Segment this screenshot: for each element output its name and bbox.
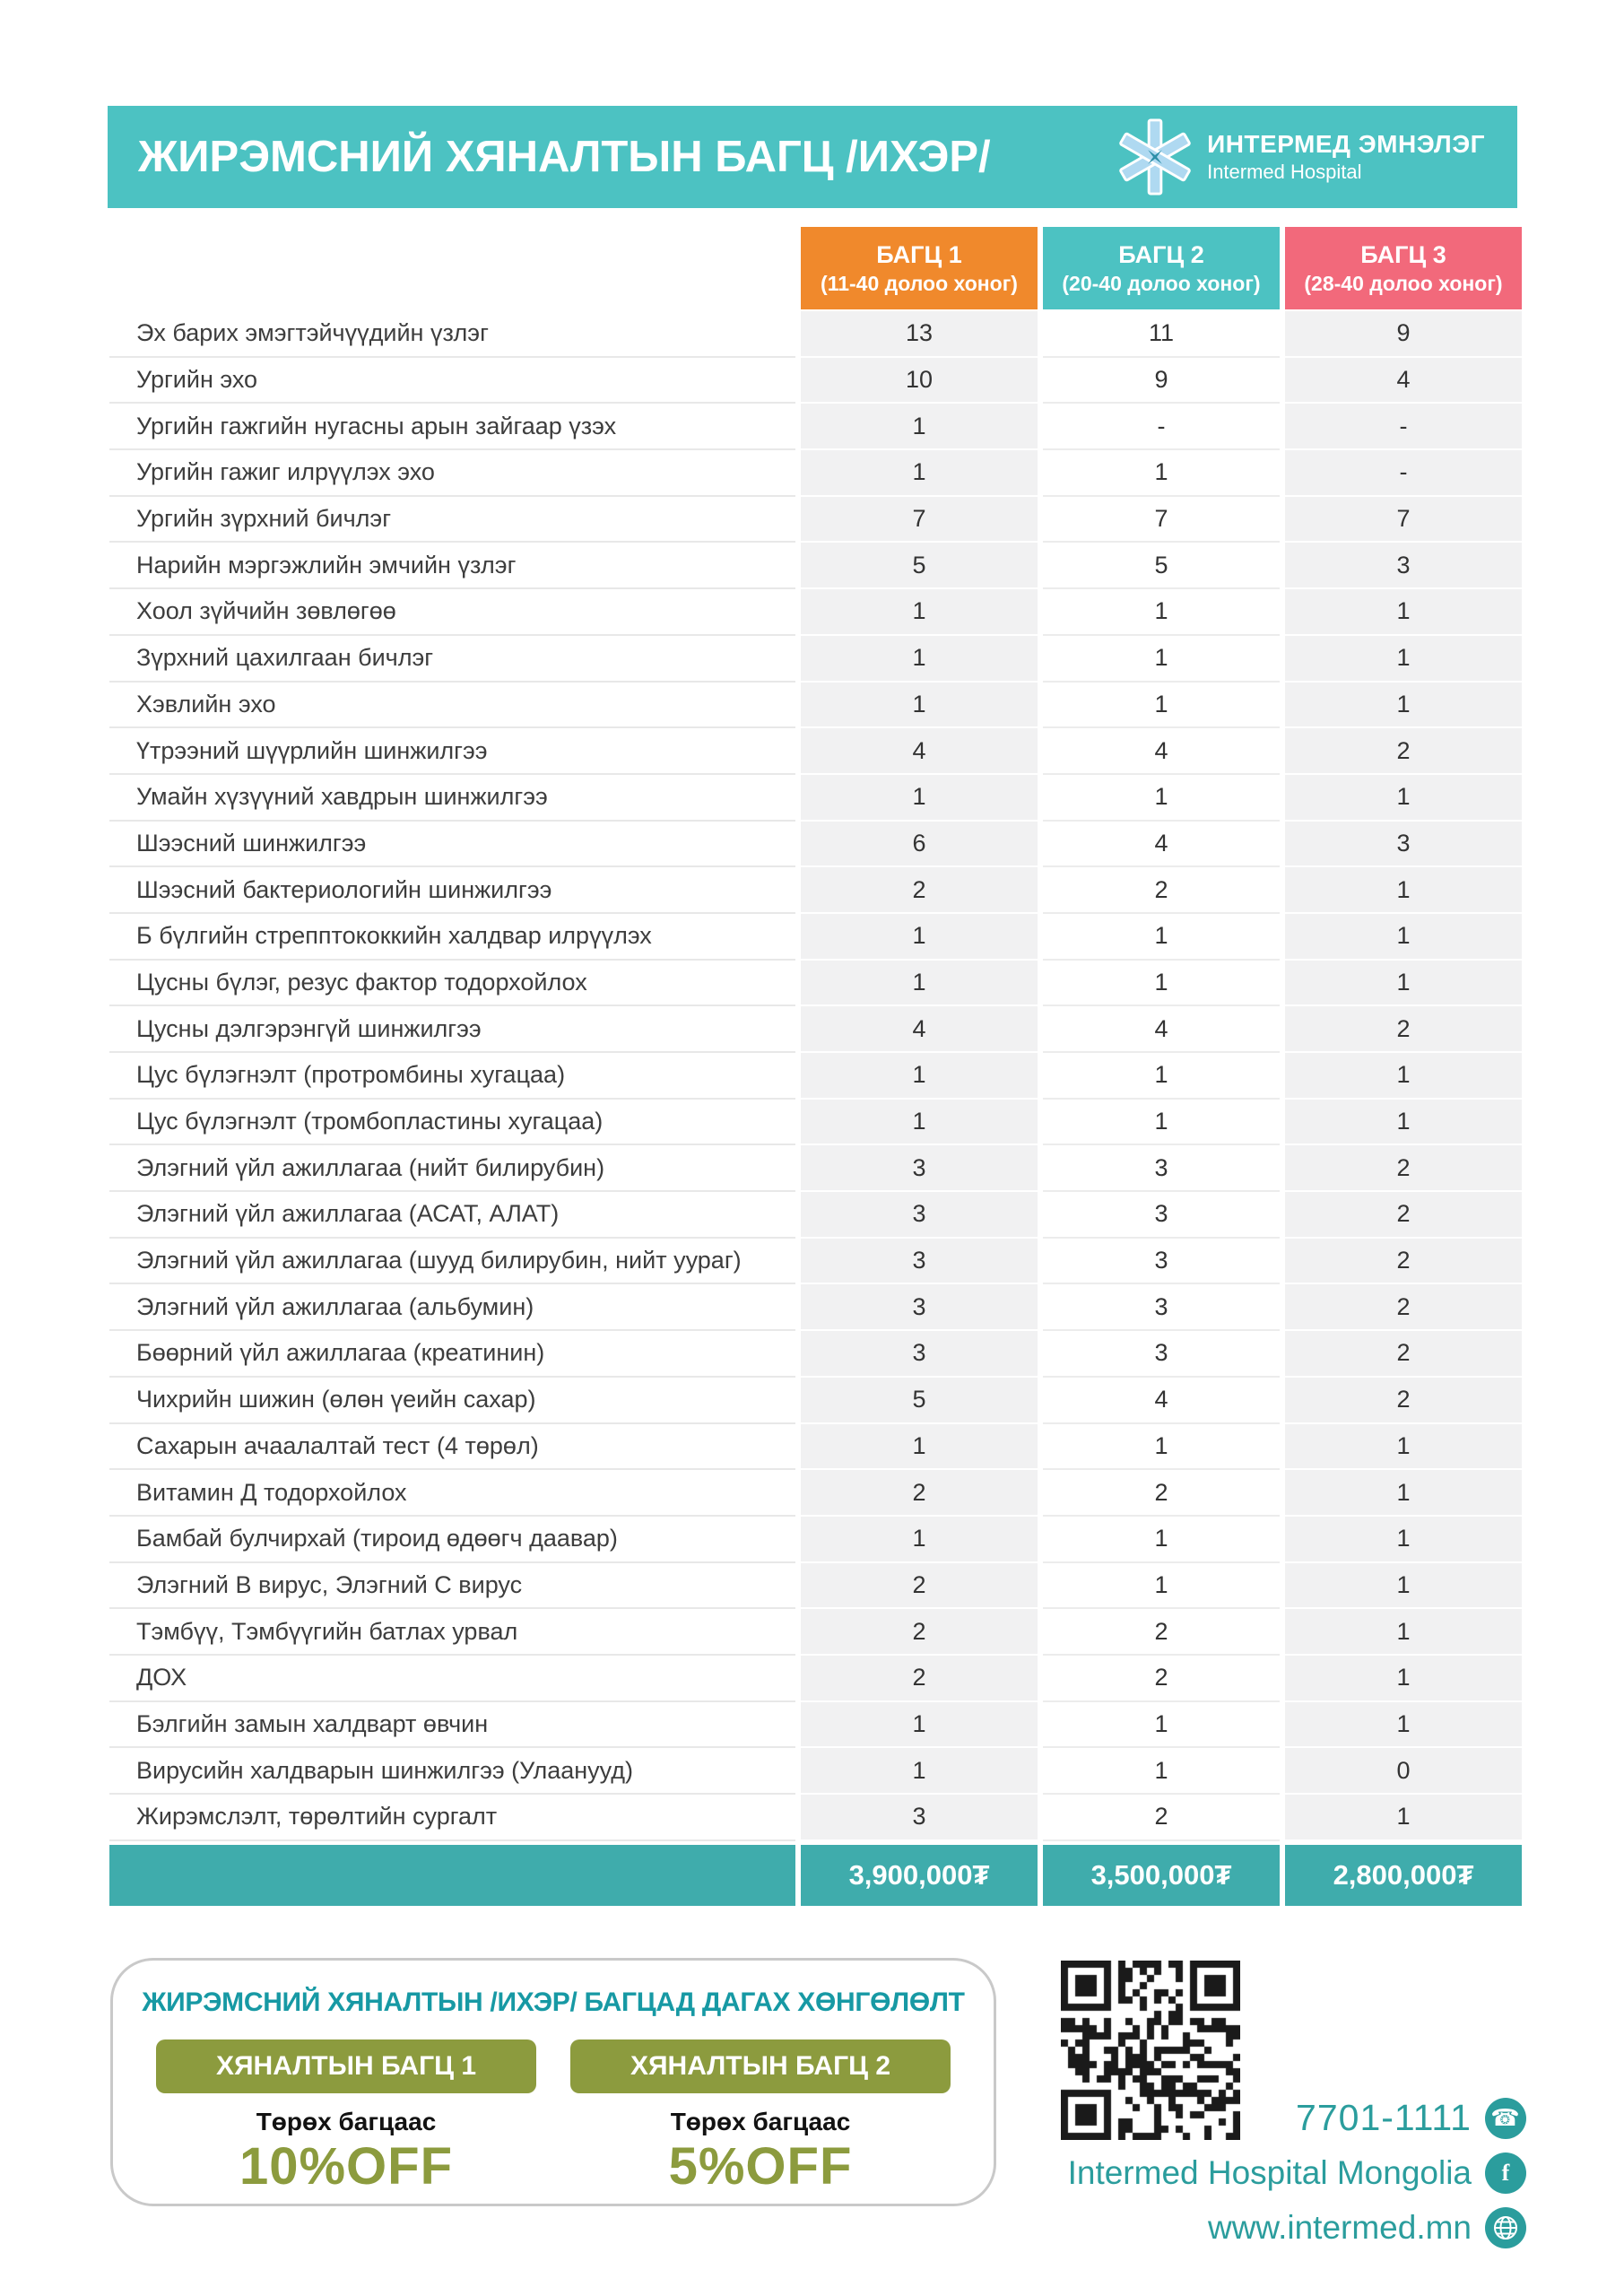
package-count-cell: 1 xyxy=(801,775,1038,822)
service-name: Цус бүлэгнэлт (протромбины хугацаа) xyxy=(109,1053,795,1100)
package-2-discount: 5%OFF xyxy=(668,2137,853,2196)
table-row xyxy=(109,867,1522,914)
package-count-cell: 5 xyxy=(801,543,1038,589)
package-count-cell: 3 xyxy=(1043,1331,1280,1378)
contact-phone xyxy=(1296,2097,1526,2139)
service-name: Шээсний шинжилгээ xyxy=(109,822,795,868)
package-count-cell: 2 xyxy=(801,1563,1038,1610)
package-count-cell: 1 xyxy=(801,1100,1038,1146)
table-row xyxy=(109,961,1522,1007)
package-count-cell: 4 xyxy=(1285,358,1522,404)
discount-package-2 xyxy=(570,2039,951,2196)
hospital-logo xyxy=(1116,117,1485,196)
package-count-cell: 2 xyxy=(801,1470,1038,1517)
website-url: www.intermed.mn xyxy=(1207,2209,1472,2246)
table-row xyxy=(109,1331,1522,1378)
package-count-cell: 1 xyxy=(1285,1470,1522,1517)
package-count-cell: 1 xyxy=(801,1517,1038,1563)
totals-row xyxy=(109,1845,1522,1906)
package-count-cell: 1 xyxy=(1285,1424,1522,1471)
column-name: БАГЦ 2 xyxy=(1118,240,1204,268)
package-count-cell: 1 xyxy=(1285,1563,1522,1610)
table-row xyxy=(109,1192,1522,1239)
service-name: Бэлгийн замын халдварт өвчин xyxy=(109,1702,795,1749)
service-name: Зүрхний цахилгаан бичлэг xyxy=(109,636,795,683)
package-count-cell: 2 xyxy=(801,1656,1038,1702)
service-name: Хэвлийн эхо xyxy=(109,683,795,729)
table-row xyxy=(109,1145,1522,1192)
service-name: Үтрээний шүүрлийн шинжилгээ xyxy=(109,728,795,775)
column-name: БАГЦ 1 xyxy=(876,240,962,268)
package-count-cell: 3 xyxy=(801,1795,1038,1841)
package-count-cell: 1 xyxy=(1285,1656,1522,1702)
package-count-cell: 11 xyxy=(1043,311,1280,358)
package-count-cell: 1 xyxy=(801,1748,1038,1795)
column-header-spacer xyxy=(109,227,795,309)
package-count-cell: 9 xyxy=(1043,358,1280,404)
package-count-cell: 1 xyxy=(801,914,1038,961)
package-2-subtitle: Төрөх багцаас xyxy=(670,2108,851,2135)
service-name: Элэгний үйл ажиллагаа (АСАТ, АЛАТ) xyxy=(109,1192,795,1239)
package-count-cell: 1 xyxy=(1285,1517,1522,1563)
package-count-cell: 13 xyxy=(801,311,1038,358)
table-row xyxy=(109,311,1522,358)
package-count-cell: 2 xyxy=(1285,1006,1522,1053)
contact-website xyxy=(1208,2207,1526,2248)
package-count-cell: 4 xyxy=(801,728,1038,775)
table-row xyxy=(109,1517,1522,1563)
service-name: Элэгний В вирус, Элэгний С вирус xyxy=(109,1563,795,1610)
table-row xyxy=(109,1239,1522,1285)
package-count-cell: 7 xyxy=(1043,497,1280,544)
package-count-cell: 3 xyxy=(1043,1284,1280,1331)
package-count-cell: 1 xyxy=(1043,961,1280,1007)
service-name: Ургийн гажиг илрүүлэх эхо xyxy=(109,450,795,497)
service-name: Хоол зүйчийн зөвлөгөө xyxy=(109,589,795,636)
package-count-cell: 3 xyxy=(801,1145,1038,1192)
package-count-cell: 1 xyxy=(1043,775,1280,822)
table-row xyxy=(109,1100,1522,1146)
package-count-cell: 1 xyxy=(1043,1748,1280,1795)
service-name: Нарийн мэргэжлийн эмчийн үзлэг xyxy=(109,543,795,589)
package-1-discount: 10%OFF xyxy=(239,2137,454,2196)
service-name: Эх барих эмэгтэйчүүдийн үзлэг xyxy=(109,311,795,358)
package-count-cell: 2 xyxy=(1285,1378,1522,1424)
phone-icon: ☎ xyxy=(1485,2098,1526,2139)
package-count-cell: 1 xyxy=(801,1053,1038,1100)
package-count-cell: 2 xyxy=(1043,1656,1280,1702)
logo-title: ИНТЕРМЕД ЭМНЭЛЭГ xyxy=(1207,130,1485,158)
package-total-price: 3,900,000₮ xyxy=(801,1845,1038,1906)
table-row xyxy=(109,1378,1522,1424)
page-title: ЖИРЭМСНИЙ ХЯНАЛТЫН БАГЦ /ИХЭР/ xyxy=(138,133,991,181)
column-header-3 xyxy=(1285,227,1522,309)
column-week-range: (20-40 долоо хоног) xyxy=(1062,271,1261,295)
table-row xyxy=(109,497,1522,544)
package-count-cell: 1 xyxy=(1043,636,1280,683)
column-header-1 xyxy=(801,227,1038,309)
table-row xyxy=(109,1006,1522,1053)
table-body xyxy=(109,311,1522,1841)
globe-icon xyxy=(1485,2207,1526,2248)
facebook-page-name: Intermed Hospital Mongolia xyxy=(1067,2154,1472,2191)
package-count-cell: 1 xyxy=(1043,1100,1280,1146)
service-name: Шээсний бактериологийн шинжилгээ xyxy=(109,867,795,914)
package-count-cell: 2 xyxy=(1285,1331,1522,1378)
column-name: БАГЦ 3 xyxy=(1360,240,1446,268)
table-row xyxy=(109,822,1522,868)
package-count-cell: 2 xyxy=(801,1609,1038,1656)
price-table xyxy=(109,227,1522,1906)
table-row xyxy=(109,1748,1522,1795)
table-row xyxy=(109,589,1522,636)
package-count-cell: 1 xyxy=(801,404,1038,450)
package-count-cell: 9 xyxy=(1285,311,1522,358)
service-name: Сахарын ачаалалтай тест (4 төрөл) xyxy=(109,1424,795,1471)
package-count-cell: 1 xyxy=(1285,1702,1522,1749)
package-count-cell: 2 xyxy=(1285,1145,1522,1192)
service-name: Бөөрний үйл ажиллагаа (креатинин) xyxy=(109,1331,795,1378)
header-banner xyxy=(108,106,1517,208)
package-count-cell: 1 xyxy=(1043,589,1280,636)
package-count-cell: 2 xyxy=(1043,1470,1280,1517)
package-count-cell: 1 xyxy=(1043,1053,1280,1100)
table-row xyxy=(109,1284,1522,1331)
table-row xyxy=(109,1470,1522,1517)
package-count-cell: 3 xyxy=(1043,1145,1280,1192)
package-count-cell: 3 xyxy=(801,1192,1038,1239)
service-name: Витамин Д тодорхойлох xyxy=(109,1470,795,1517)
table-row xyxy=(109,1656,1522,1702)
package-count-cell: 1 xyxy=(1285,1053,1522,1100)
package-count-cell: 1 xyxy=(801,683,1038,729)
service-name: Элэгний үйл ажиллагаа (шууд билирубин, нийт уураг) xyxy=(109,1239,795,1285)
package-count-cell: 1 xyxy=(801,450,1038,497)
package-count-cell: 1 xyxy=(1285,914,1522,961)
discount-package-1 xyxy=(156,2039,536,2196)
table-row xyxy=(109,450,1522,497)
package-count-cell: 1 xyxy=(1043,1702,1280,1749)
logo-subtitle: Intermed Hospital xyxy=(1207,161,1362,183)
package-count-cell: 1 xyxy=(1043,1563,1280,1610)
contact-block xyxy=(1068,2097,1526,2248)
package-count-cell: - xyxy=(1285,404,1522,450)
package-count-cell: 1 xyxy=(801,589,1038,636)
table-row xyxy=(109,358,1522,404)
discount-title: ЖИРЭМСНИЙ ХЯНАЛТЫН /ИХЭР/ БАГЦАД ДАГАХ ХӨНГӨЛӨЛТ xyxy=(142,1987,965,2017)
table-row xyxy=(109,1424,1522,1471)
package-count-cell: 7 xyxy=(801,497,1038,544)
package-count-cell: 1 xyxy=(1043,1517,1280,1563)
service-name: Цус бүлэгнэлт (тромбопластины хугацаа) xyxy=(109,1100,795,1146)
package-count-cell: 0 xyxy=(1285,1748,1522,1795)
package-count-cell: 1 xyxy=(1285,961,1522,1007)
service-name: Бамбай булчирхай (тироид өдөөгч даавар) xyxy=(109,1517,795,1563)
package-count-cell: 2 xyxy=(801,867,1038,914)
package-count-cell: 2 xyxy=(1043,1795,1280,1841)
package-count-cell: 1 xyxy=(1285,775,1522,822)
package-count-cell: 3 xyxy=(1285,822,1522,868)
package-count-cell: 7 xyxy=(1285,497,1522,544)
table-row xyxy=(109,775,1522,822)
column-headers xyxy=(109,227,1522,309)
phone-number: 7701-1111 xyxy=(1296,2097,1472,2138)
package-count-cell: 1 xyxy=(801,1702,1038,1749)
package-count-cell: 2 xyxy=(1285,728,1522,775)
package-count-cell: 2 xyxy=(1285,1284,1522,1331)
package-count-cell: 1 xyxy=(1285,1609,1522,1656)
column-week-range: (28-40 долоо хоног) xyxy=(1304,271,1503,295)
package-count-cell: 3 xyxy=(1043,1192,1280,1239)
table-row xyxy=(109,728,1522,775)
service-name: Ургийн эхо xyxy=(109,358,795,404)
contact-facebook xyxy=(1068,2152,1526,2194)
table-row xyxy=(109,1795,1522,1841)
package-count-cell: 5 xyxy=(1043,543,1280,589)
package-2-badge: ХЯНАЛТЫН БАГЦ 2 xyxy=(570,2039,951,2093)
package-count-cell: 6 xyxy=(801,822,1038,868)
package-total-price: 3,500,000₮ xyxy=(1043,1845,1280,1906)
service-name: Ургийн гажгийн нугасны арын зайгаар үзэх xyxy=(109,404,795,450)
package-count-cell: - xyxy=(1043,404,1280,450)
package-count-cell: 1 xyxy=(1285,1795,1522,1841)
package-count-cell: 1 xyxy=(1043,450,1280,497)
package-total-price: 2,800,000₮ xyxy=(1285,1845,1522,1906)
table-row xyxy=(109,914,1522,961)
package-count-cell: 2 xyxy=(1043,1609,1280,1656)
package-count-cell: 1 xyxy=(801,1424,1038,1471)
service-name: Ургийн зүрхний бичлэг xyxy=(109,497,795,544)
package-count-cell: 4 xyxy=(1043,822,1280,868)
package-count-cell: 1 xyxy=(801,636,1038,683)
package-count-cell: 1 xyxy=(1285,867,1522,914)
medical-star-icon xyxy=(1116,117,1194,196)
table-row xyxy=(109,1702,1522,1749)
package-count-cell: 3 xyxy=(801,1284,1038,1331)
column-header-2 xyxy=(1043,227,1280,309)
service-name: Тэмбүү, Тэмбүүгийн батлах урвал xyxy=(109,1609,795,1656)
service-name: Элэгний үйл ажиллагаа (альбумин) xyxy=(109,1284,795,1331)
package-count-cell: 3 xyxy=(1043,1239,1280,1285)
package-count-cell: 3 xyxy=(801,1239,1038,1285)
service-name: Чихрийн шижин (өлөн үеийн сахар) xyxy=(109,1378,795,1424)
package-1-subtitle: Төрөх багцаас xyxy=(256,2108,437,2135)
package-count-cell: 3 xyxy=(1285,543,1522,589)
table-row xyxy=(109,1053,1522,1100)
package-count-cell: 1 xyxy=(1043,683,1280,729)
package-count-cell: 4 xyxy=(801,1006,1038,1053)
package-count-cell: 5 xyxy=(801,1378,1038,1424)
totals-spacer xyxy=(109,1845,795,1906)
package-count-cell: 1 xyxy=(801,961,1038,1007)
service-name: Элэгний үйл ажиллагаа (нийт билирубин) xyxy=(109,1145,795,1192)
package-1-badge: ХЯНАЛТЫН БАГЦ 1 xyxy=(156,2039,536,2093)
package-count-cell: 1 xyxy=(1285,1100,1522,1146)
package-count-cell: 1 xyxy=(1285,636,1522,683)
package-count-cell: 4 xyxy=(1043,1378,1280,1424)
package-count-cell: 2 xyxy=(1285,1239,1522,1285)
package-count-cell: 3 xyxy=(801,1331,1038,1378)
service-name: Жирэмслэлт, төрөлтийн сургалт xyxy=(109,1795,795,1841)
package-count-cell: 1 xyxy=(1043,1424,1280,1471)
service-name: Цусны дэлгэрэнгүй шинжилгээ xyxy=(109,1006,795,1053)
package-count-cell: 4 xyxy=(1043,1006,1280,1053)
table-row xyxy=(109,543,1522,589)
package-count-cell: 2 xyxy=(1043,867,1280,914)
table-row xyxy=(109,1563,1522,1610)
service-name: Б бүлгийн стрепптококкийн халдвар илрүүлэх xyxy=(109,914,795,961)
package-count-cell: 2 xyxy=(1285,1192,1522,1239)
service-name: Умайн хүзүүний хавдрын шинжилгээ xyxy=(109,775,795,822)
table-row xyxy=(109,404,1522,450)
service-name: Вирусийн халдварын шинжилгээ (Улаанууд) xyxy=(109,1748,795,1795)
table-row xyxy=(109,636,1522,683)
column-week-range: (11-40 долоо хоног) xyxy=(821,271,1018,295)
package-count-cell: 4 xyxy=(1043,728,1280,775)
package-count-cell: 1 xyxy=(1043,914,1280,961)
package-count-cell: 10 xyxy=(801,358,1038,404)
service-name: Цусны бүлэг, резус фактор тодорхойлох xyxy=(109,961,795,1007)
service-name: ДОХ xyxy=(109,1656,795,1702)
package-count-cell: 1 xyxy=(1285,589,1522,636)
discount-card xyxy=(110,1958,996,2206)
package-count-cell: - xyxy=(1285,450,1522,497)
facebook-icon: f xyxy=(1485,2152,1526,2194)
package-count-cell: 1 xyxy=(1285,683,1522,729)
table-row xyxy=(109,683,1522,729)
table-row xyxy=(109,1609,1522,1656)
